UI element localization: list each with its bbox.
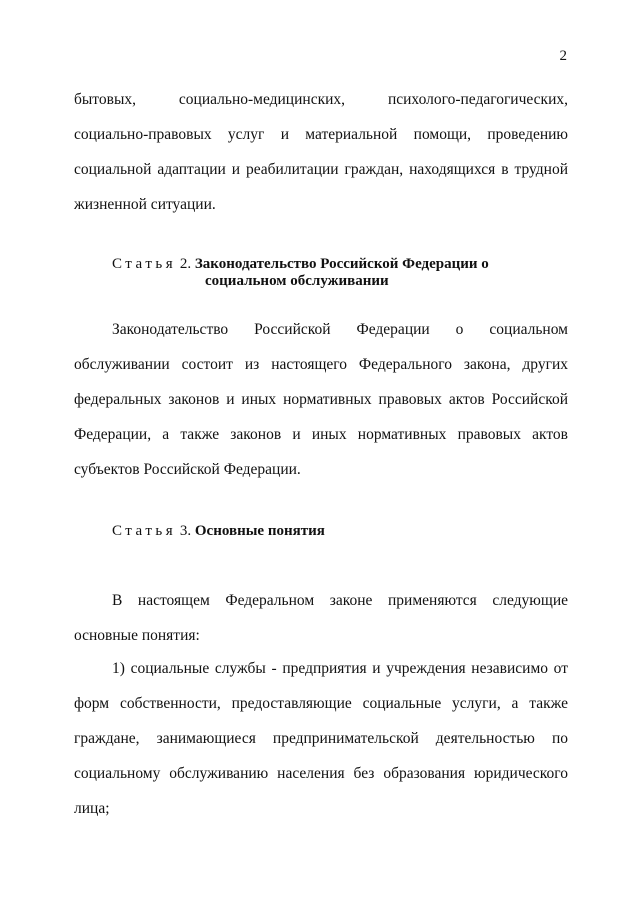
article-2-title-line1: Законодательство Российской Федерации о [194, 256, 489, 272]
page-number: 2 [559, 48, 567, 64]
article-3-item-1: 1) социальные службы - предприятия и учреждения независимо от форм собственности, предоставляющие социальные услуги, а также граждане, занимающиеся предпринимательской деятельностью по социальному обслуживанию населения без образования юридического лица; [74, 660, 568, 817]
article-2-body: Законодательство Российской Федерации о социальном обслуживании состоит из настоящего Федерального закона, других федеральных законов и иных нормативных правовых актов Российской Федерации, а также законов и иных нормативных правовых актов субъектов Российской Федерации. [74, 321, 568, 478]
article-2-title-line2: социальном обслуживании [205, 273, 389, 289]
article-3-number: 3. [179, 523, 192, 539]
article-3-intro: В настоящем Федеральном законе применяются следующие основные понятия: [74, 592, 568, 644]
article-3-prefix: Статья [112, 523, 177, 539]
article-3-heading [112, 523, 325, 540]
article-3-title: Основные понятия [194, 523, 325, 539]
article-2-prefix: Статья [112, 256, 177, 272]
continuation-paragraph: бытовых, социально-медицинских, психолого-педагогических, социально-правовых услуг и материальной помощи, проведению социальной адаптации и реабилитации граждан, находящихся в трудной жизненной ситуации. [74, 91, 568, 213]
article-2-number: 2. [179, 256, 192, 272]
article-2-heading [112, 256, 489, 273]
